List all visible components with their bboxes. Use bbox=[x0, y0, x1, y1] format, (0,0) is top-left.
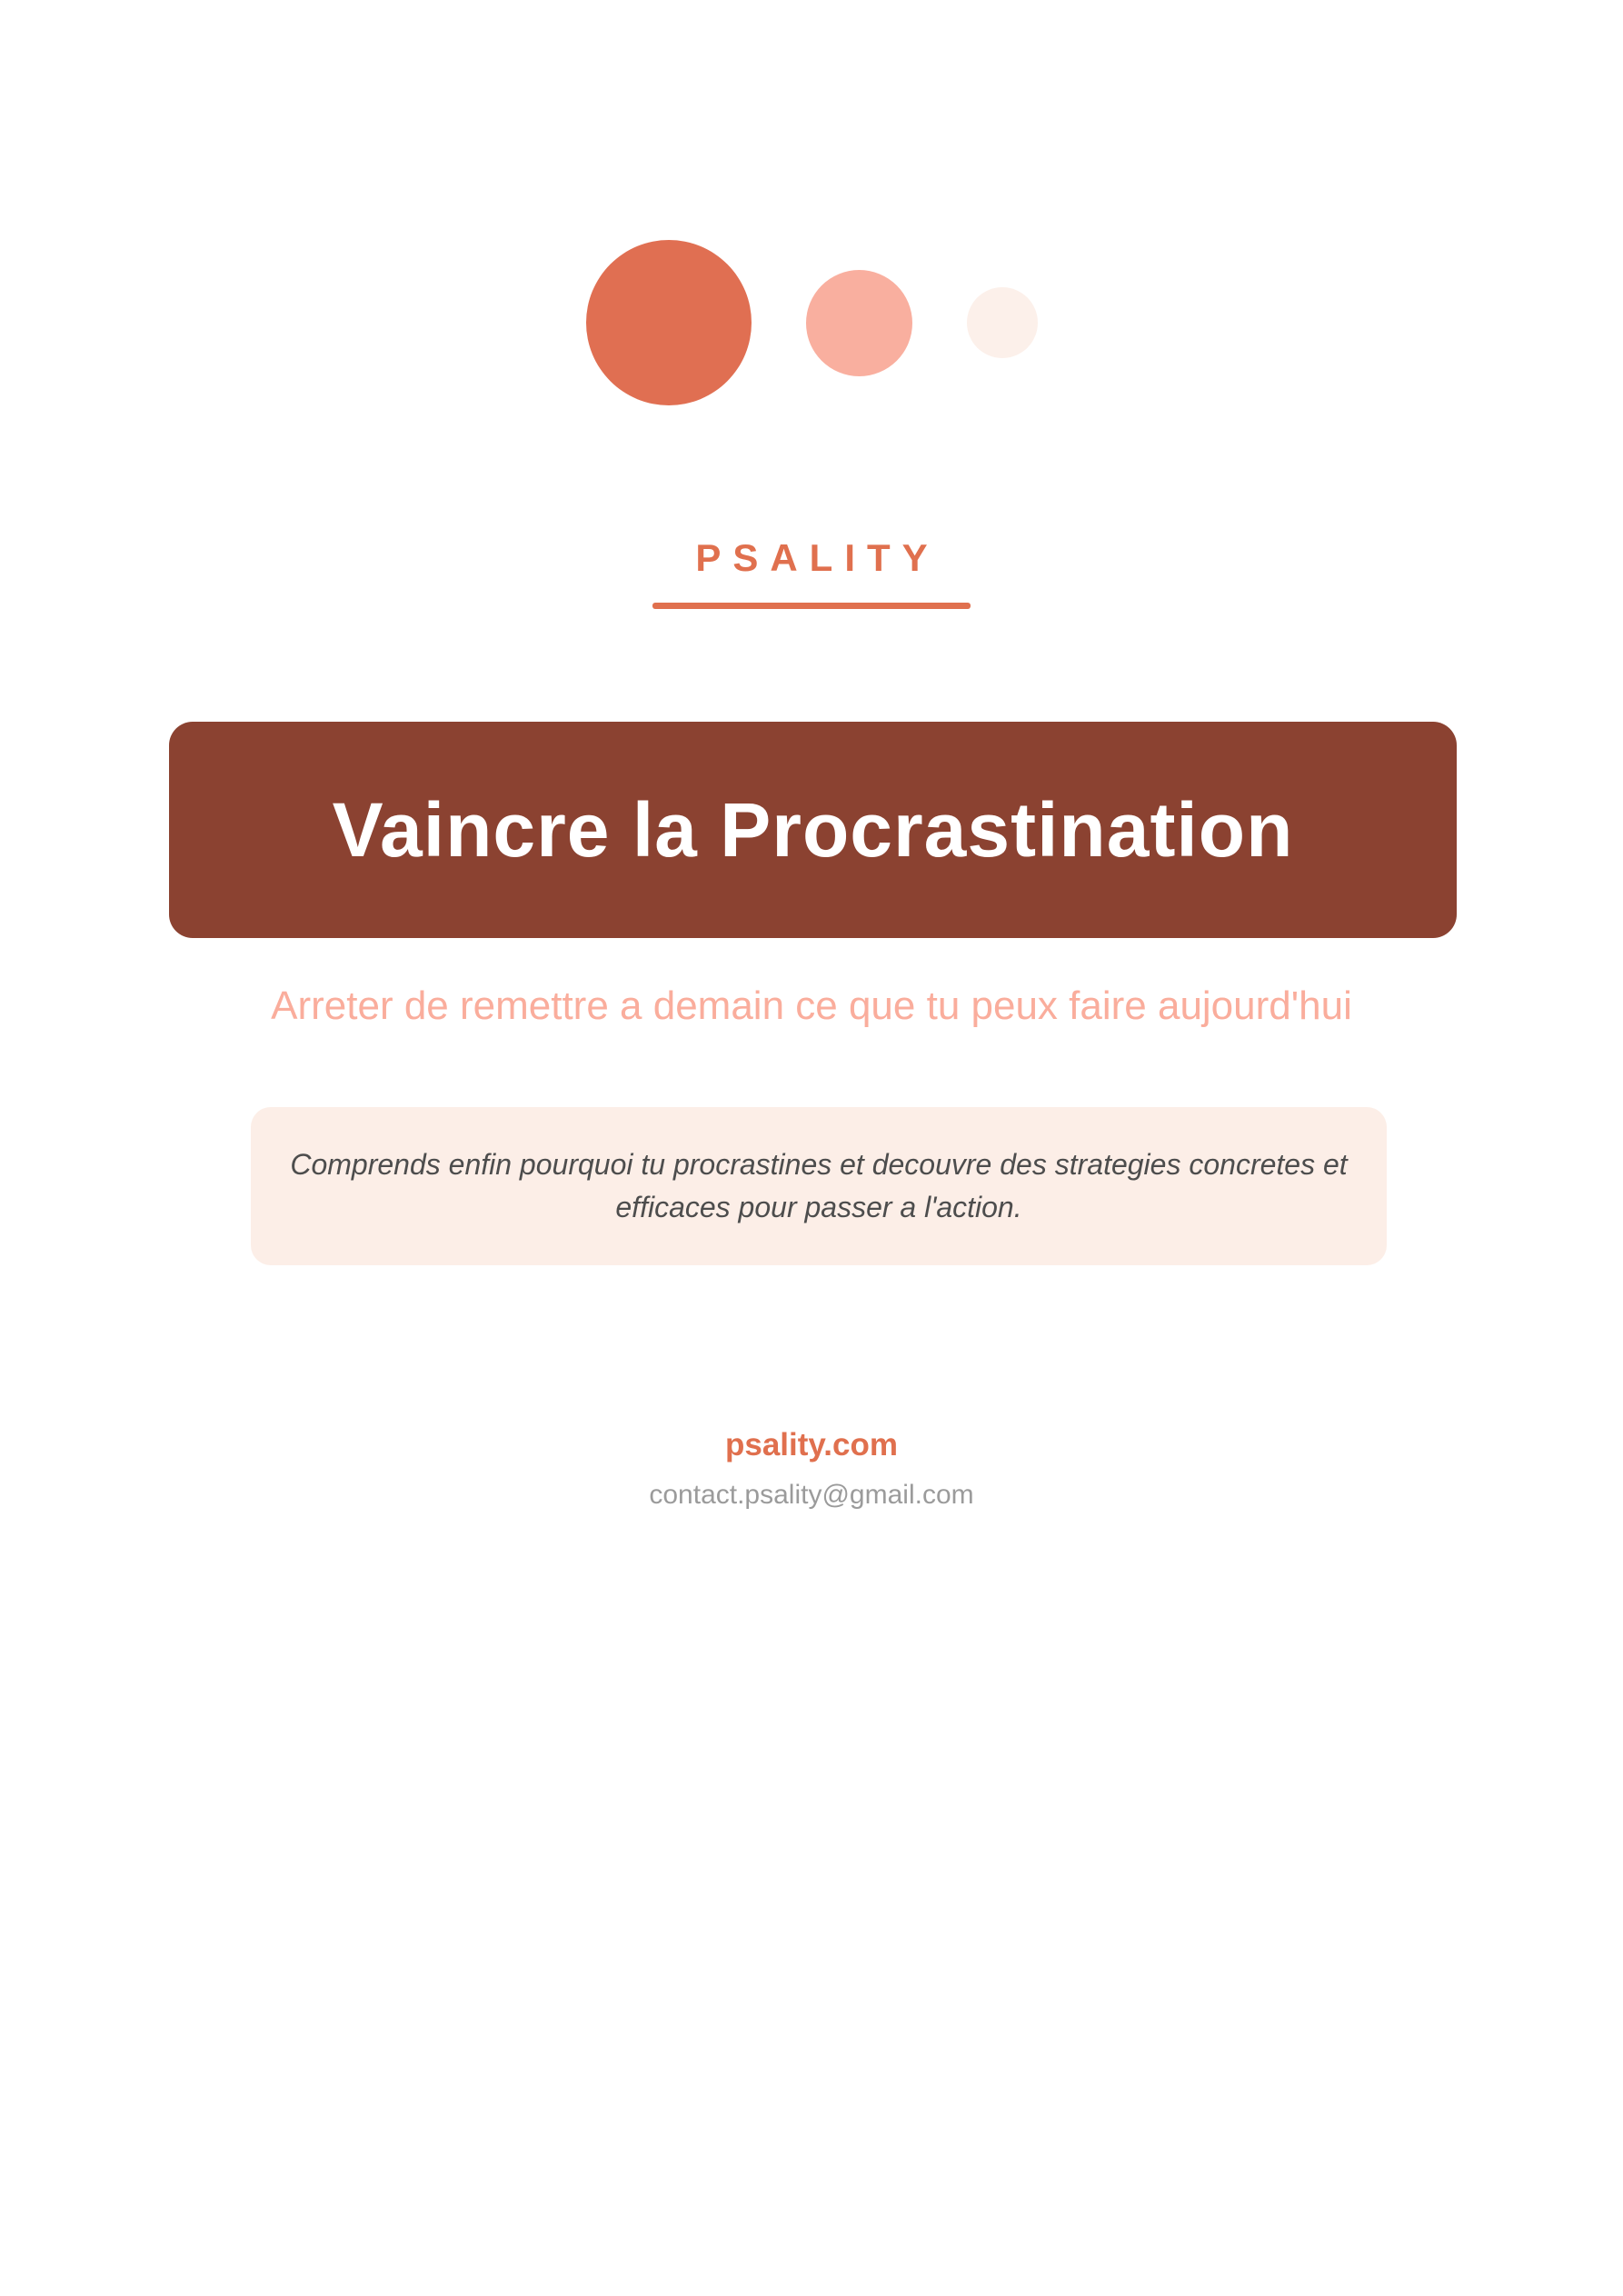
contact-email[interactable]: contact.psality@gmail.com bbox=[649, 1480, 974, 1510]
cover-title: Vaincre la Procrastination bbox=[332, 786, 1294, 873]
description-text: Comprends enfin pourquoi tu procrastines et decouvre des strategies concretes et efficaces pour passer a l'action. bbox=[290, 1148, 1348, 1223]
brand-dot-small-icon bbox=[967, 287, 1038, 358]
brand-dot-medium-icon bbox=[806, 270, 912, 376]
brand-name: PSALITY bbox=[695, 536, 940, 579]
description-box bbox=[251, 1107, 1387, 1265]
cover-subtitle: Arreter de remettre a demain ce que tu peux faire aujourd'hui bbox=[271, 983, 1352, 1028]
website-link[interactable]: psality.com bbox=[725, 1427, 898, 1462]
brand-dot-large-icon bbox=[586, 240, 752, 405]
brand-dots bbox=[0, 240, 1623, 405]
brand-underline bbox=[652, 603, 971, 609]
title-banner bbox=[169, 722, 1457, 938]
